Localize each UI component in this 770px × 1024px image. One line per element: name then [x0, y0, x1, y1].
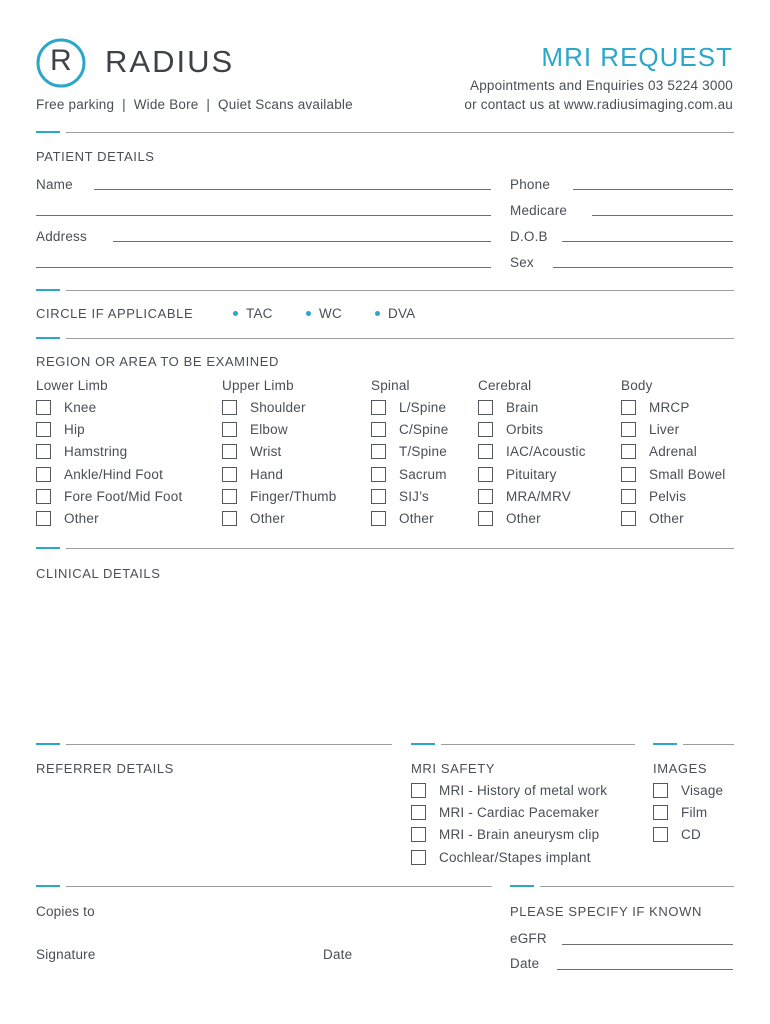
checkbox-elbow[interactable] — [222, 422, 237, 437]
brand-name: RADIUS — [105, 44, 235, 79]
checkbox-t-spine[interactable] — [371, 444, 386, 459]
checkbox-fore-foot[interactable] — [36, 489, 51, 504]
name-label: Name — [36, 177, 73, 192]
divider — [66, 290, 734, 291]
egfr-field[interactable] — [562, 944, 733, 945]
label-hand: Hand — [250, 467, 284, 482]
divider — [66, 744, 392, 745]
medicare-label: Medicare — [510, 203, 568, 218]
label-cochlear: Cochlear/Stapes implant — [439, 850, 591, 865]
images-heading: IMAGES — [653, 761, 708, 776]
date2-field[interactable] — [557, 969, 733, 970]
label-pelvis: Pelvis — [649, 489, 687, 504]
checkbox-wrist[interactable] — [222, 444, 237, 459]
contact-phone: Appointments and Enquiries 03 5224 3000 — [470, 78, 733, 93]
accent-divider — [36, 743, 60, 745]
region-heading: REGION OR AREA TO BE EXAMINED — [36, 354, 280, 369]
checkbox-c-spine[interactable] — [371, 422, 386, 437]
label-l-spine: L/Spine — [399, 400, 447, 415]
checkbox-upper-other[interactable] — [222, 511, 237, 526]
bullet-icon — [306, 311, 311, 316]
label-hamstring: Hamstring — [64, 444, 128, 459]
accent-divider — [36, 289, 60, 291]
checkbox-knee[interactable] — [36, 400, 51, 415]
accent-divider — [411, 743, 435, 745]
checkbox-hand[interactable] — [222, 467, 237, 482]
divider — [66, 132, 734, 133]
checkbox-orbits[interactable] — [478, 422, 493, 437]
label-brain: Brain — [506, 400, 539, 415]
patient-details-heading: PATIENT DETAILS — [36, 149, 155, 164]
referrer-heading: REFERRER DETAILS — [36, 761, 174, 776]
label-adrenal: Adrenal — [649, 444, 697, 459]
copies-to-label: Copies to — [36, 904, 95, 919]
egfr-label: eGFR — [510, 931, 547, 946]
label-orbits: Orbits — [506, 422, 544, 437]
checkbox-iac[interactable] — [478, 444, 493, 459]
specify-heading: PLEASE SPECIFY IF KNOWN — [510, 904, 702, 919]
label-sij: SIJ’s — [399, 489, 430, 504]
label-cerebral-other: Other — [506, 511, 541, 526]
circle-heading: CIRCLE IF APPLICABLE — [36, 306, 194, 321]
date-label: Date — [323, 947, 353, 962]
checkbox-sij[interactable] — [371, 489, 386, 504]
label-lower-other: Other — [64, 511, 99, 526]
checkbox-aneurysm-clip[interactable] — [411, 827, 426, 842]
address-field[interactable] — [113, 241, 491, 242]
dob-field[interactable] — [562, 241, 733, 242]
label-wrist: Wrist — [250, 444, 282, 459]
page-title: MRI REQUEST — [541, 42, 733, 72]
date2-label: Date — [510, 956, 540, 971]
label-pituitary: Pituitary — [506, 467, 557, 482]
checkbox-mra[interactable] — [478, 489, 493, 504]
accent-divider — [36, 885, 60, 887]
medicare-field[interactable] — [592, 215, 733, 216]
label-liver: Liver — [649, 422, 680, 437]
divider — [66, 338, 734, 339]
label-iac: IAC/Acoustic — [506, 444, 586, 459]
label-spinal-other: Other — [399, 511, 434, 526]
option-dva[interactable]: DVA — [388, 306, 416, 321]
label-finger: Finger/Thumb — [250, 489, 337, 504]
accent-divider — [36, 131, 60, 133]
label-ankle: Ankle/Hind Foot — [64, 467, 164, 482]
option-tac[interactable]: TAC — [246, 306, 273, 321]
checkbox-small-bowel[interactable] — [621, 467, 636, 482]
column-title-spinal: Spinal — [371, 378, 410, 393]
dob-label: D.O.B — [510, 229, 548, 244]
column-title-lower-limb: Lower Limb — [36, 378, 108, 393]
label-c-spine: C/Spine — [399, 422, 449, 437]
label-t-spine: T/Spine — [399, 444, 447, 459]
accent-divider — [510, 885, 534, 887]
contact-web: or contact us at www.radiusimaging.com.au — [464, 97, 733, 112]
accent-divider — [653, 743, 677, 745]
clinical-details-heading: CLINICAL DETAILS — [36, 566, 161, 581]
checkbox-hamstring[interactable] — [36, 444, 51, 459]
tagline: Free parking | Wide Bore | Quiet Scans available — [36, 97, 353, 112]
label-hip: Hip — [64, 422, 85, 437]
checkbox-liver[interactable] — [621, 422, 636, 437]
phone-field[interactable] — [573, 189, 733, 190]
checkbox-finger[interactable] — [222, 489, 237, 504]
checkbox-adrenal[interactable] — [621, 444, 636, 459]
divider — [66, 548, 734, 549]
logo — [36, 38, 266, 88]
label-visage: Visage — [681, 783, 724, 798]
divider — [441, 744, 635, 745]
label-mra: MRA/MRV — [506, 489, 571, 504]
option-wc[interactable]: WC — [319, 306, 342, 321]
label-shoulder: Shoulder — [250, 400, 306, 415]
accent-divider — [36, 547, 60, 549]
checkbox-hip[interactable] — [36, 422, 51, 437]
divider — [683, 744, 734, 745]
checkbox-shoulder[interactable] — [222, 400, 237, 415]
checkbox-mrcp[interactable] — [621, 400, 636, 415]
label-upper-other: Other — [250, 511, 285, 526]
logo-letter: R — [50, 44, 72, 77]
checkbox-lower-other[interactable] — [36, 511, 51, 526]
column-title-body: Body — [621, 378, 653, 393]
label-mrcp: MRCP — [649, 400, 690, 415]
name-field[interactable] — [94, 189, 491, 190]
address-field-line2[interactable] — [36, 267, 491, 268]
checkbox-sacrum[interactable] — [371, 467, 386, 482]
accent-divider — [36, 337, 60, 339]
mri-safety-heading: MRI SAFETY — [411, 761, 496, 776]
checkbox-cochlear[interactable] — [411, 850, 426, 865]
label-cd: CD — [681, 827, 701, 842]
label-aneurysm-clip: MRI - Brain aneurysm clip — [439, 827, 600, 842]
checkbox-cerebral-other[interactable] — [478, 511, 493, 526]
column-title-cerebral: Cerebral — [478, 378, 532, 393]
checkbox-ankle[interactable] — [36, 467, 51, 482]
label-fore-foot: Fore Foot/Mid Foot — [64, 489, 183, 504]
checkbox-spinal-other[interactable] — [371, 511, 386, 526]
sex-label: Sex — [510, 255, 534, 270]
column-title-upper-limb: Upper Limb — [222, 378, 294, 393]
signature-label: Signature — [36, 947, 96, 962]
checkbox-brain[interactable] — [478, 400, 493, 415]
bullet-icon — [375, 311, 380, 316]
checkbox-metal-work[interactable] — [411, 783, 426, 798]
label-pacemaker: MRI - Cardiac Pacemaker — [439, 805, 599, 820]
sex-field[interactable] — [553, 267, 733, 268]
label-sacrum: Sacrum — [399, 467, 447, 482]
checkbox-body-other[interactable] — [621, 511, 636, 526]
checkbox-cd[interactable] — [653, 827, 668, 842]
divider — [540, 886, 734, 887]
label-elbow: Elbow — [250, 422, 288, 437]
divider — [66, 886, 492, 887]
clinical-details-area[interactable] — [36, 588, 734, 728]
checkbox-pacemaker[interactable] — [411, 805, 426, 820]
checkbox-film[interactable] — [653, 805, 668, 820]
checkbox-pituitary[interactable] — [478, 467, 493, 482]
label-body-other: Other — [649, 511, 684, 526]
checkbox-visage[interactable] — [653, 783, 668, 798]
label-film: Film — [681, 805, 708, 820]
referrer-details-area[interactable] — [36, 783, 392, 873]
checkbox-l-spine[interactable] — [371, 400, 386, 415]
checkbox-pelvis[interactable] — [621, 489, 636, 504]
label-metal-work: MRI - History of metal work — [439, 783, 608, 798]
label-knee: Knee — [64, 400, 97, 415]
name-field-line2[interactable] — [36, 215, 491, 216]
address-label: Address — [36, 229, 87, 244]
phone-label: Phone — [510, 177, 551, 192]
label-small-bowel: Small Bowel — [649, 467, 726, 482]
bullet-icon — [233, 311, 238, 316]
